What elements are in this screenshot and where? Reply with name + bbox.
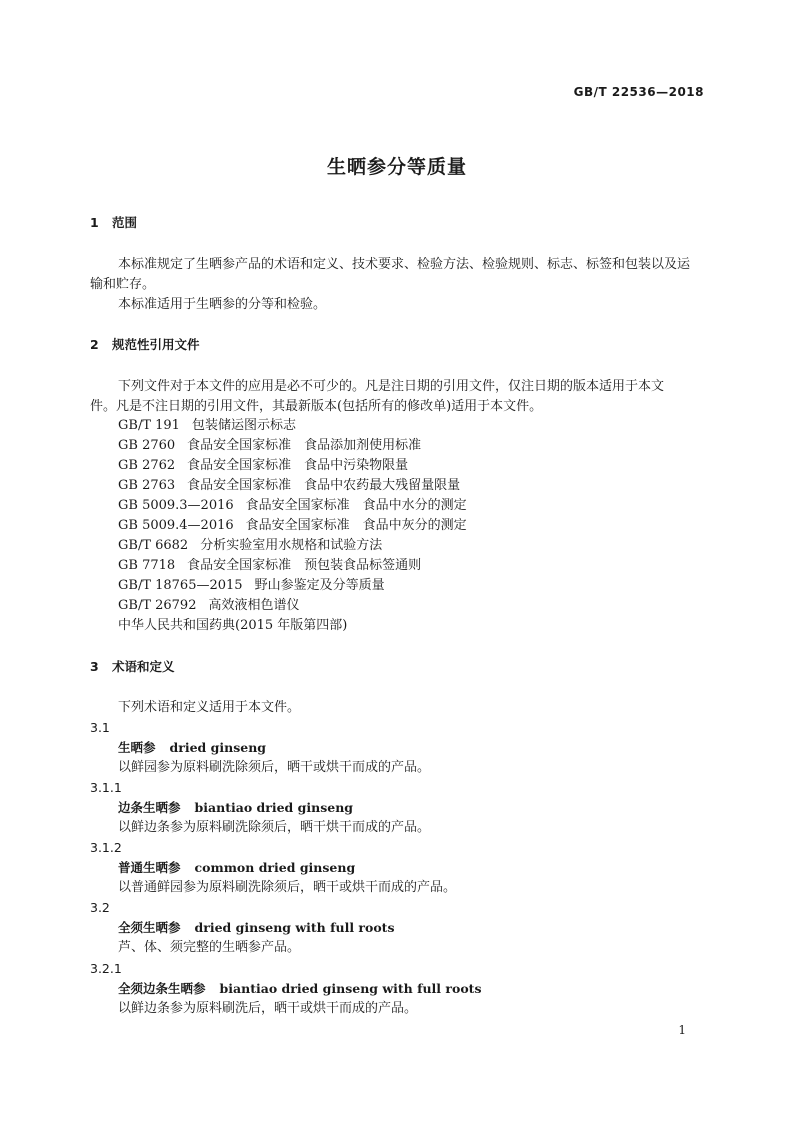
reference-code: GB/T 191: [118, 418, 180, 433]
reference-code: GB/T 26792: [118, 598, 197, 613]
reference-code: GB 2762: [118, 458, 176, 473]
term-definition: 以鲜边条参为原料刷洗除须后，晒干烘干而成的产品。: [118, 820, 431, 835]
clause-number: 3.2.1: [90, 961, 122, 976]
section-3-heading: [90, 657, 710, 677]
reference-title: 食品安全国家标准 食品添加剂使用标准: [187, 438, 422, 453]
paragraph: 本标准适用于生晒参的分等和检验。: [118, 297, 327, 312]
reference-item: [118, 516, 708, 536]
term-zh: 普通生晒参: [118, 860, 181, 875]
term-en: biantiao dried ginseng with full roots: [219, 981, 482, 996]
reference-code: GB 2763: [118, 478, 176, 493]
clause-number: 3.1: [90, 720, 110, 735]
term-entry: [118, 798, 708, 818]
reference-code: GB/T 18765—2015: [118, 578, 243, 593]
term-entry: [118, 979, 708, 999]
term-definition: 以普通鲜园参为原料刷洗除须后，晒干或烘干而成的产品。: [118, 880, 457, 895]
reference-code: GB 2760: [118, 438, 176, 453]
paragraph-continuation: 输和贮存。: [90, 277, 156, 292]
section-title: 规范性引用文件: [112, 337, 200, 352]
reference-code: GB 7718: [118, 558, 176, 573]
clause-number: 3.1.1: [90, 780, 122, 795]
standard-number: GB/T 22536—2018: [573, 85, 704, 99]
section-title: 范围: [112, 215, 138, 230]
term-entry: [118, 858, 708, 878]
reference-item: [118, 456, 708, 476]
section-number: 1: [90, 215, 99, 230]
section-1-heading: [90, 213, 710, 233]
reference-code: GB 5009.3—2016: [118, 498, 234, 513]
reference-title: 食品安全国家标准 食品中水分的测定: [245, 498, 467, 513]
reference-title: 食品安全国家标准 预包装食品标签通则: [187, 558, 422, 573]
reference-item: [118, 596, 708, 616]
section-number: 2: [90, 337, 99, 352]
term-definition: 以鲜园参为原料刷洗除须后，晒干或烘干而成的产品。: [118, 760, 431, 775]
clause-number: 3.2: [90, 900, 110, 915]
reference-item: [118, 476, 708, 496]
reference-item: [118, 496, 708, 516]
reference-item: [118, 616, 708, 636]
reference-item: [118, 436, 708, 456]
section-number: 3: [90, 659, 99, 674]
document-title: 生晒参分等质量: [326, 156, 467, 178]
term-definition: 芦、体、须完整的生晒参产品。: [118, 940, 301, 955]
term-en: biantiao dried ginseng: [194, 800, 354, 815]
reference-code: GB 5009.4—2016: [118, 518, 234, 533]
term-en: common dried ginseng: [194, 860, 356, 875]
term-en: dried ginseng with full roots: [194, 920, 395, 935]
reference-title: 野山参鉴定及分等质量: [254, 578, 385, 593]
reference-title: 食品安全国家标准 食品中污染物限量: [187, 458, 409, 473]
paragraph: 本标准规定了生晒参产品的术语和定义、技术要求、检验方法、检验规则、标志、标签和包装以及运: [118, 257, 691, 272]
section-title: 术语和定义: [112, 659, 175, 674]
paragraph: 下列文件对于本文件的应用是必不可少的。凡是注日期的引用文件，仅注日期的版本适用于本文: [118, 379, 665, 394]
reference-item: [118, 536, 708, 556]
paragraph-continuation: 件。凡是不注日期的引用文件，其最新版本(包括所有的修改单)适用于本文件。: [90, 399, 543, 414]
term-definition: 以鲜边条参为原料刷洗后，晒干或烘干而成的产品。: [118, 1001, 418, 1016]
page-number: 1: [678, 1023, 686, 1037]
reference-title: 高效液相色谱仪: [208, 598, 300, 613]
reference-title: 中华人民共和国药典(2015 年版第四部): [118, 618, 348, 633]
term-zh: 生晒参: [118, 740, 156, 755]
clause-number: 3.1.2: [90, 840, 122, 855]
term-entry: [118, 738, 708, 758]
reference-title: 分析实验室用水规格和试验方法: [200, 538, 383, 553]
reference-item: [118, 576, 708, 596]
term-entry: [118, 918, 708, 938]
term-zh: 全须生晒参: [118, 920, 181, 935]
reference-item: [118, 416, 708, 436]
reference-title: 食品安全国家标准 食品中农药最大残留量限量: [187, 478, 461, 493]
section-2-heading: [90, 335, 710, 355]
paragraph: 下列术语和定义适用于本文件。: [118, 700, 301, 715]
reference-item: [118, 556, 708, 576]
reference-title: 食品安全国家标准 食品中灰分的测定: [245, 518, 467, 533]
term-zh: 边条生晒参: [118, 800, 181, 815]
reference-title: 包装储运图示标志: [191, 418, 296, 433]
term-zh: 全须边条生晒参: [118, 981, 206, 996]
term-en: dried ginseng: [169, 740, 267, 755]
reference-code: GB/T 6682: [118, 538, 189, 553]
